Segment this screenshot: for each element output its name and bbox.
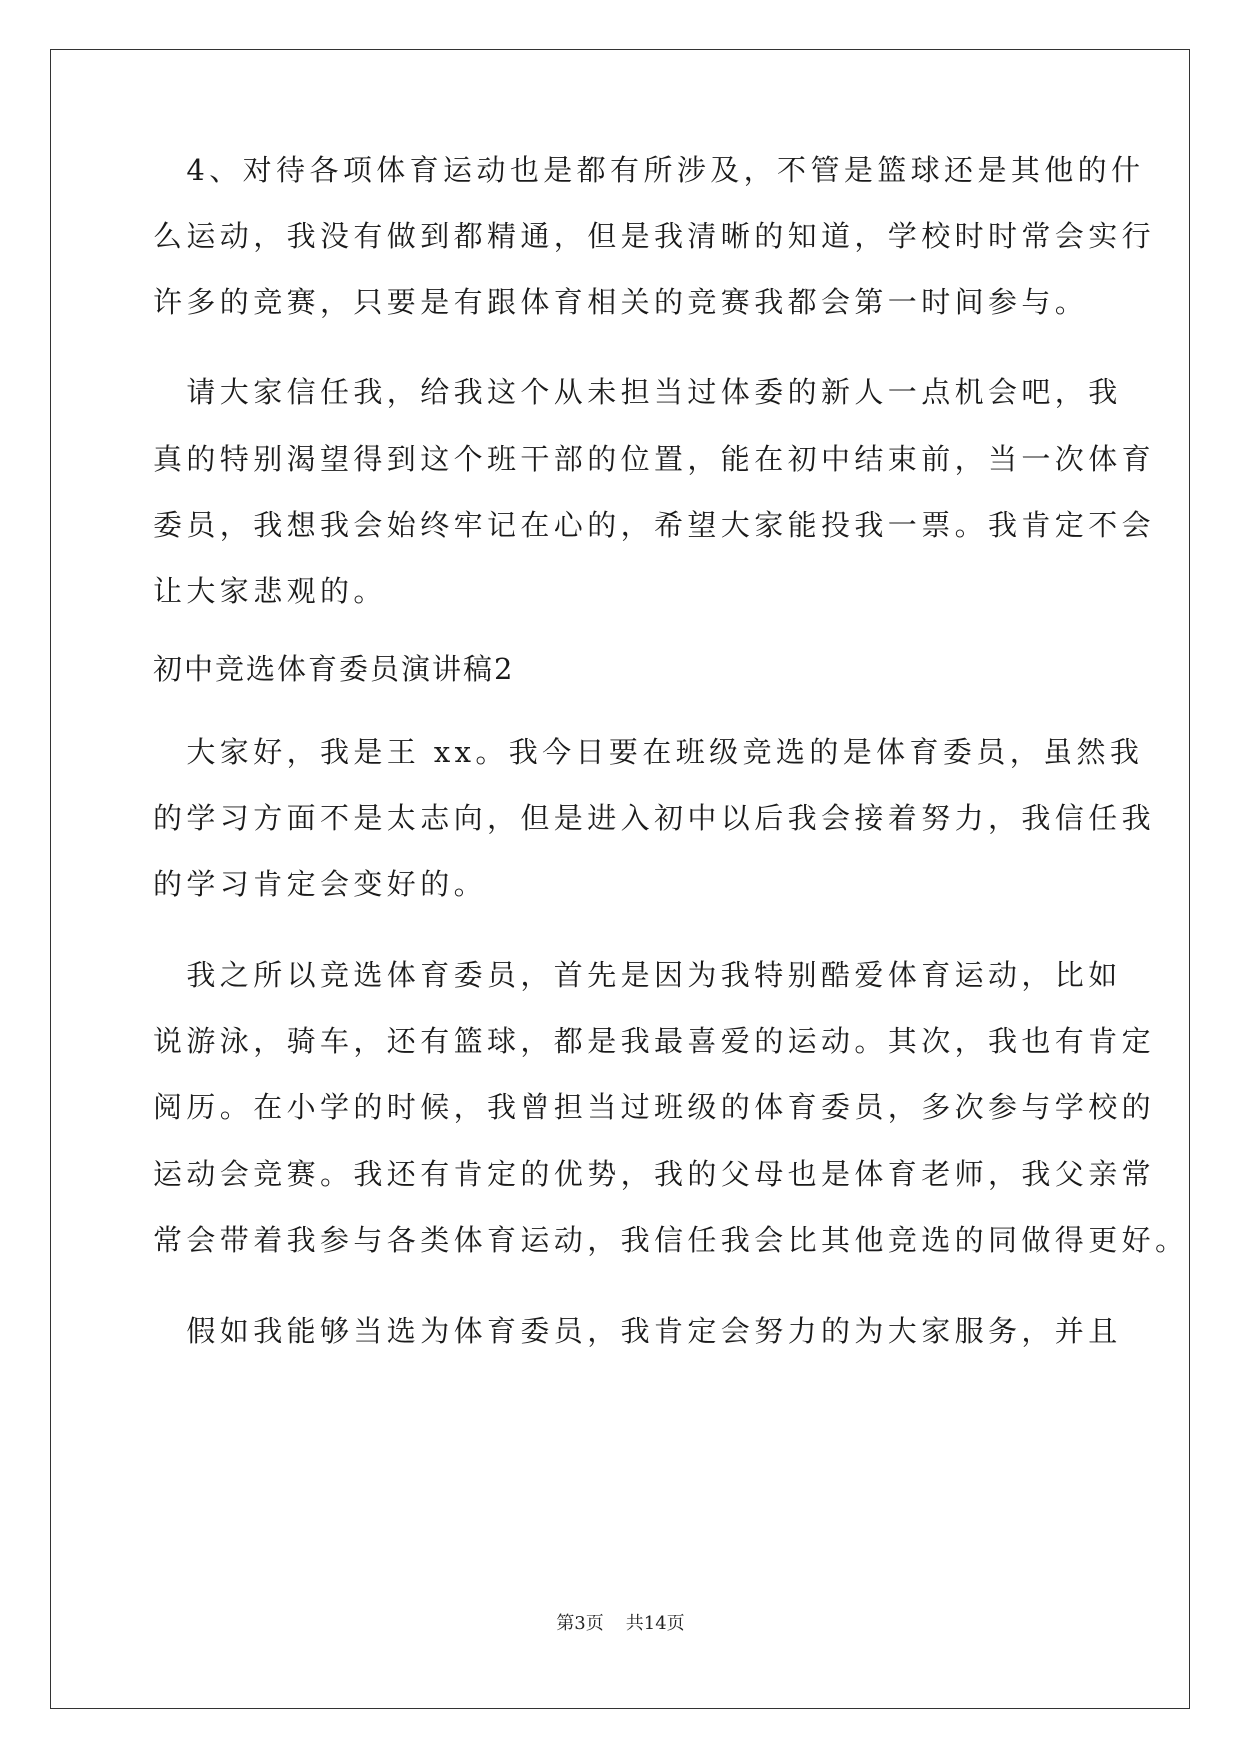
body-line: 大家好，我是王 xx。我今日要在班级竞选的是体育委员，虽然我 — [153, 735, 1144, 769]
body-line: 我之所以竞选体育委员，首先是因为我特别酷爱体育运动，比如 — [153, 958, 1122, 992]
body-line: 委员，我想我会始终牢记在心的，希望大家能投我一票。我肯定不会 — [153, 508, 1156, 542]
body-line: 常会带着我参与各类体育运动，我信任我会比其他竞选的同做得更好。 — [153, 1223, 1189, 1257]
body-line: 说游泳，骑车，还有篮球，都是我最喜爱的运动。其次，我也有肯定 — [153, 1024, 1156, 1058]
body-line: 4、对待各项体育运动也是都有所涉及，不管是篮球还是其他的什 — [153, 153, 1145, 187]
body-line: 运动会竞赛。我还有肯定的优势，我的父母也是体育老师，我父亲常 — [153, 1157, 1156, 1191]
body-line: 么运动，我没有做到都精通，但是我清晰的知道，学校时时常会实行 — [153, 219, 1156, 253]
page-footer — [0, 1612, 1241, 1636]
body-line: 让大家悲观的。 — [153, 574, 387, 608]
body-line: 的学习方面不是太志向，但是进入初中以后我会接着努力，我信任我 — [153, 801, 1156, 835]
page-total: 共14页 — [625, 1613, 685, 1634]
page-number: 第3页 — [556, 1613, 604, 1634]
body-line: 许多的竞赛，只要是有跟体育相关的竞赛我都会第一时间参与。 — [153, 285, 1089, 319]
body-line: 的学习肯定会变好的。 — [153, 867, 488, 901]
body-line: 请大家信任我，给我这个从未担当过体委的新人一点机会吧，我 — [153, 375, 1122, 409]
section-heading: 初中竞选体育委员演讲稿2 — [153, 652, 515, 686]
body-line: 真的特别渴望得到这个班干部的位置，能在初中结束前，当一次体育 — [153, 442, 1156, 476]
body-line: 假如我能够当选为体育委员，我肯定会努力的为大家服务，并且 — [153, 1314, 1122, 1348]
body-line: 阅历。在小学的时候，我曾担当过班级的体育委员，多次参与学校的 — [153, 1090, 1156, 1124]
